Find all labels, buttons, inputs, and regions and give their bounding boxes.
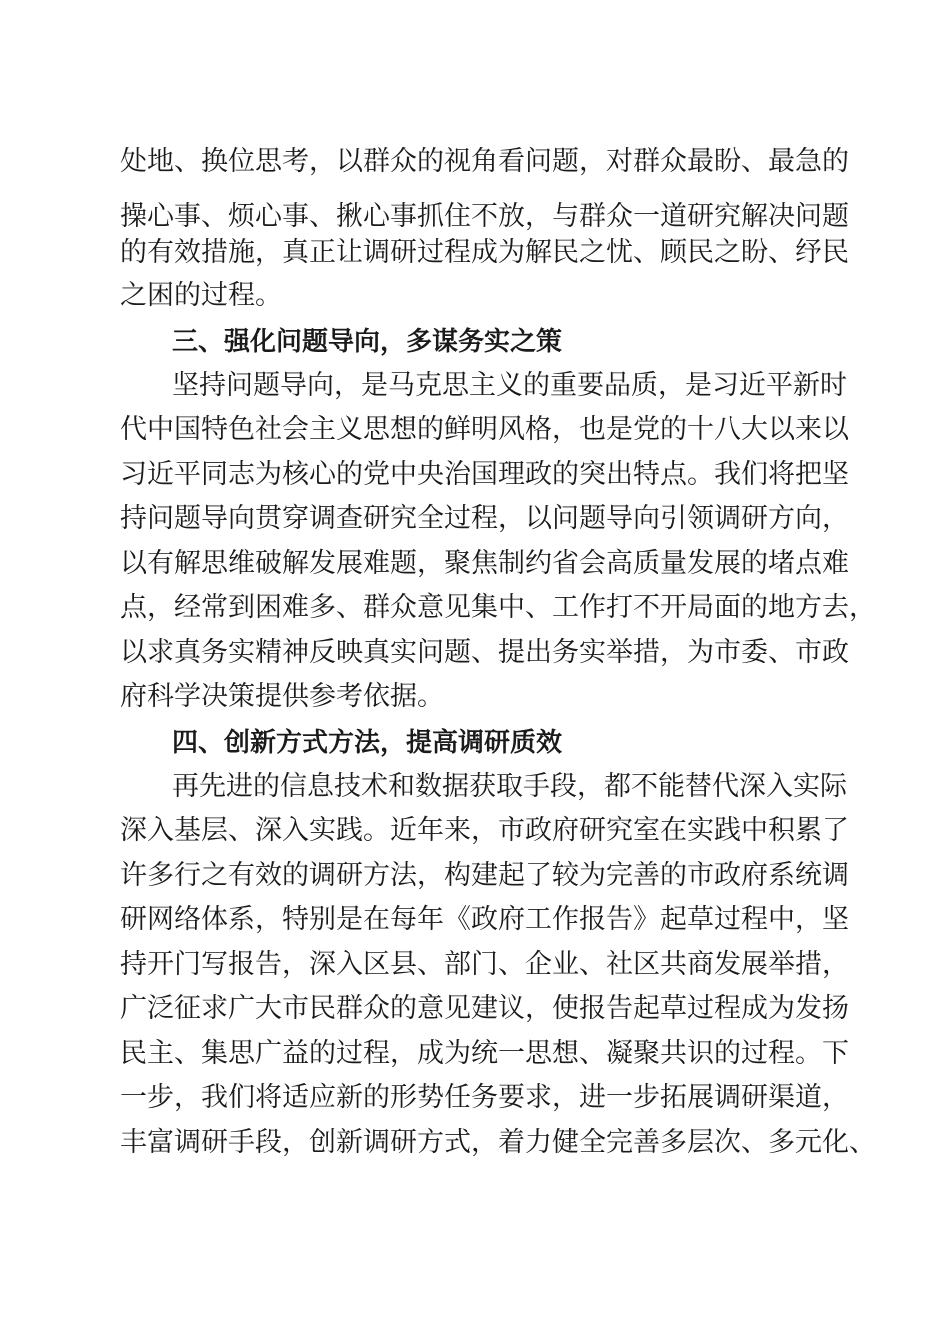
- paragraph-2-line-3: 习近平同志为核心的党中央治国理政的突出特点。我们将把坚: [120, 459, 849, 490]
- paragraph-1-line-1: 处地、换位思考，以群众的视角看问题，对群众最盼、最急的: [120, 146, 849, 177]
- paragraph-3-line-3: 许多行之有效的调研方法，构建起了较为完善的市政府系统调: [120, 860, 849, 891]
- section-heading-3: 三、强化问题导向，多谋务实之策: [172, 327, 563, 357]
- section-heading-4: 四、创新方式方法，提高调研质效: [172, 728, 563, 758]
- paragraph-1-line-2: 操心事、烦心事、揪心事抓住不放，与群众一道研究解决问题: [120, 201, 849, 232]
- paragraph-3-line-4: 研网络体系，特别是在每年《政府工作报告》起草过程中，坚: [120, 904, 849, 935]
- paragraph-2-line-2: 代中国特色社会主义思想的鲜明风格，也是党的十八大以来以: [120, 414, 849, 445]
- paragraph-3-line-5: 持开门写报告，深入区县、部门、企业、社区共商发展举措，: [120, 949, 849, 980]
- paragraph-2-line-4: 持问题导向贯穿调查研究全过程，以问题导向引领调研方向，: [120, 503, 849, 534]
- paragraph-2-line-8: 府科学决策提供参考依据。: [120, 681, 444, 712]
- paragraph-3-line-2: 深入基层、深入实践。近年来，市政府研究室在实践中积累了: [120, 815, 849, 846]
- paragraph-3-line-1: 再先进的信息技术和数据获取手段，都不能替代深入实际: [172, 771, 847, 802]
- paragraph-2-line-1: 坚持问题导向，是马克思主义的重要品质，是习近平新时: [172, 370, 847, 401]
- paragraph-2-line-7: 以求真务实精神反映真实问题、提出务实举措，为市委、市政: [120, 637, 849, 668]
- paragraph-3-line-7: 民主、集思广益的过程，成为统一思想、凝聚共识的过程。下: [120, 1038, 849, 1069]
- paragraph-2-line-5: 以有解思维破解发展难题，聚焦制约省会高质量发展的堵点难: [120, 548, 849, 579]
- paragraph-3-line-8: 一步，我们将适应新的形势任务要求，进一步拓展调研渠道，: [120, 1082, 849, 1113]
- paragraph-2-line-6: 点，经常到困难多、群众意见集中、工作打不开局面的地方去，: [120, 592, 876, 623]
- paragraph-1-line-3: 的有效措施，真正让调研过程成为解民之忧、顾民之盼、纾民: [120, 237, 849, 268]
- paragraph-3-line-6: 广泛征求广大市民群众的意见建议，使报告起草过程成为发扬: [120, 993, 849, 1024]
- paragraph-3-line-9: 丰富调研手段，创新调研方式，着力健全完善多层次、多元化、: [120, 1127, 876, 1158]
- paragraph-1-line-4: 之困的过程。: [120, 280, 282, 311]
